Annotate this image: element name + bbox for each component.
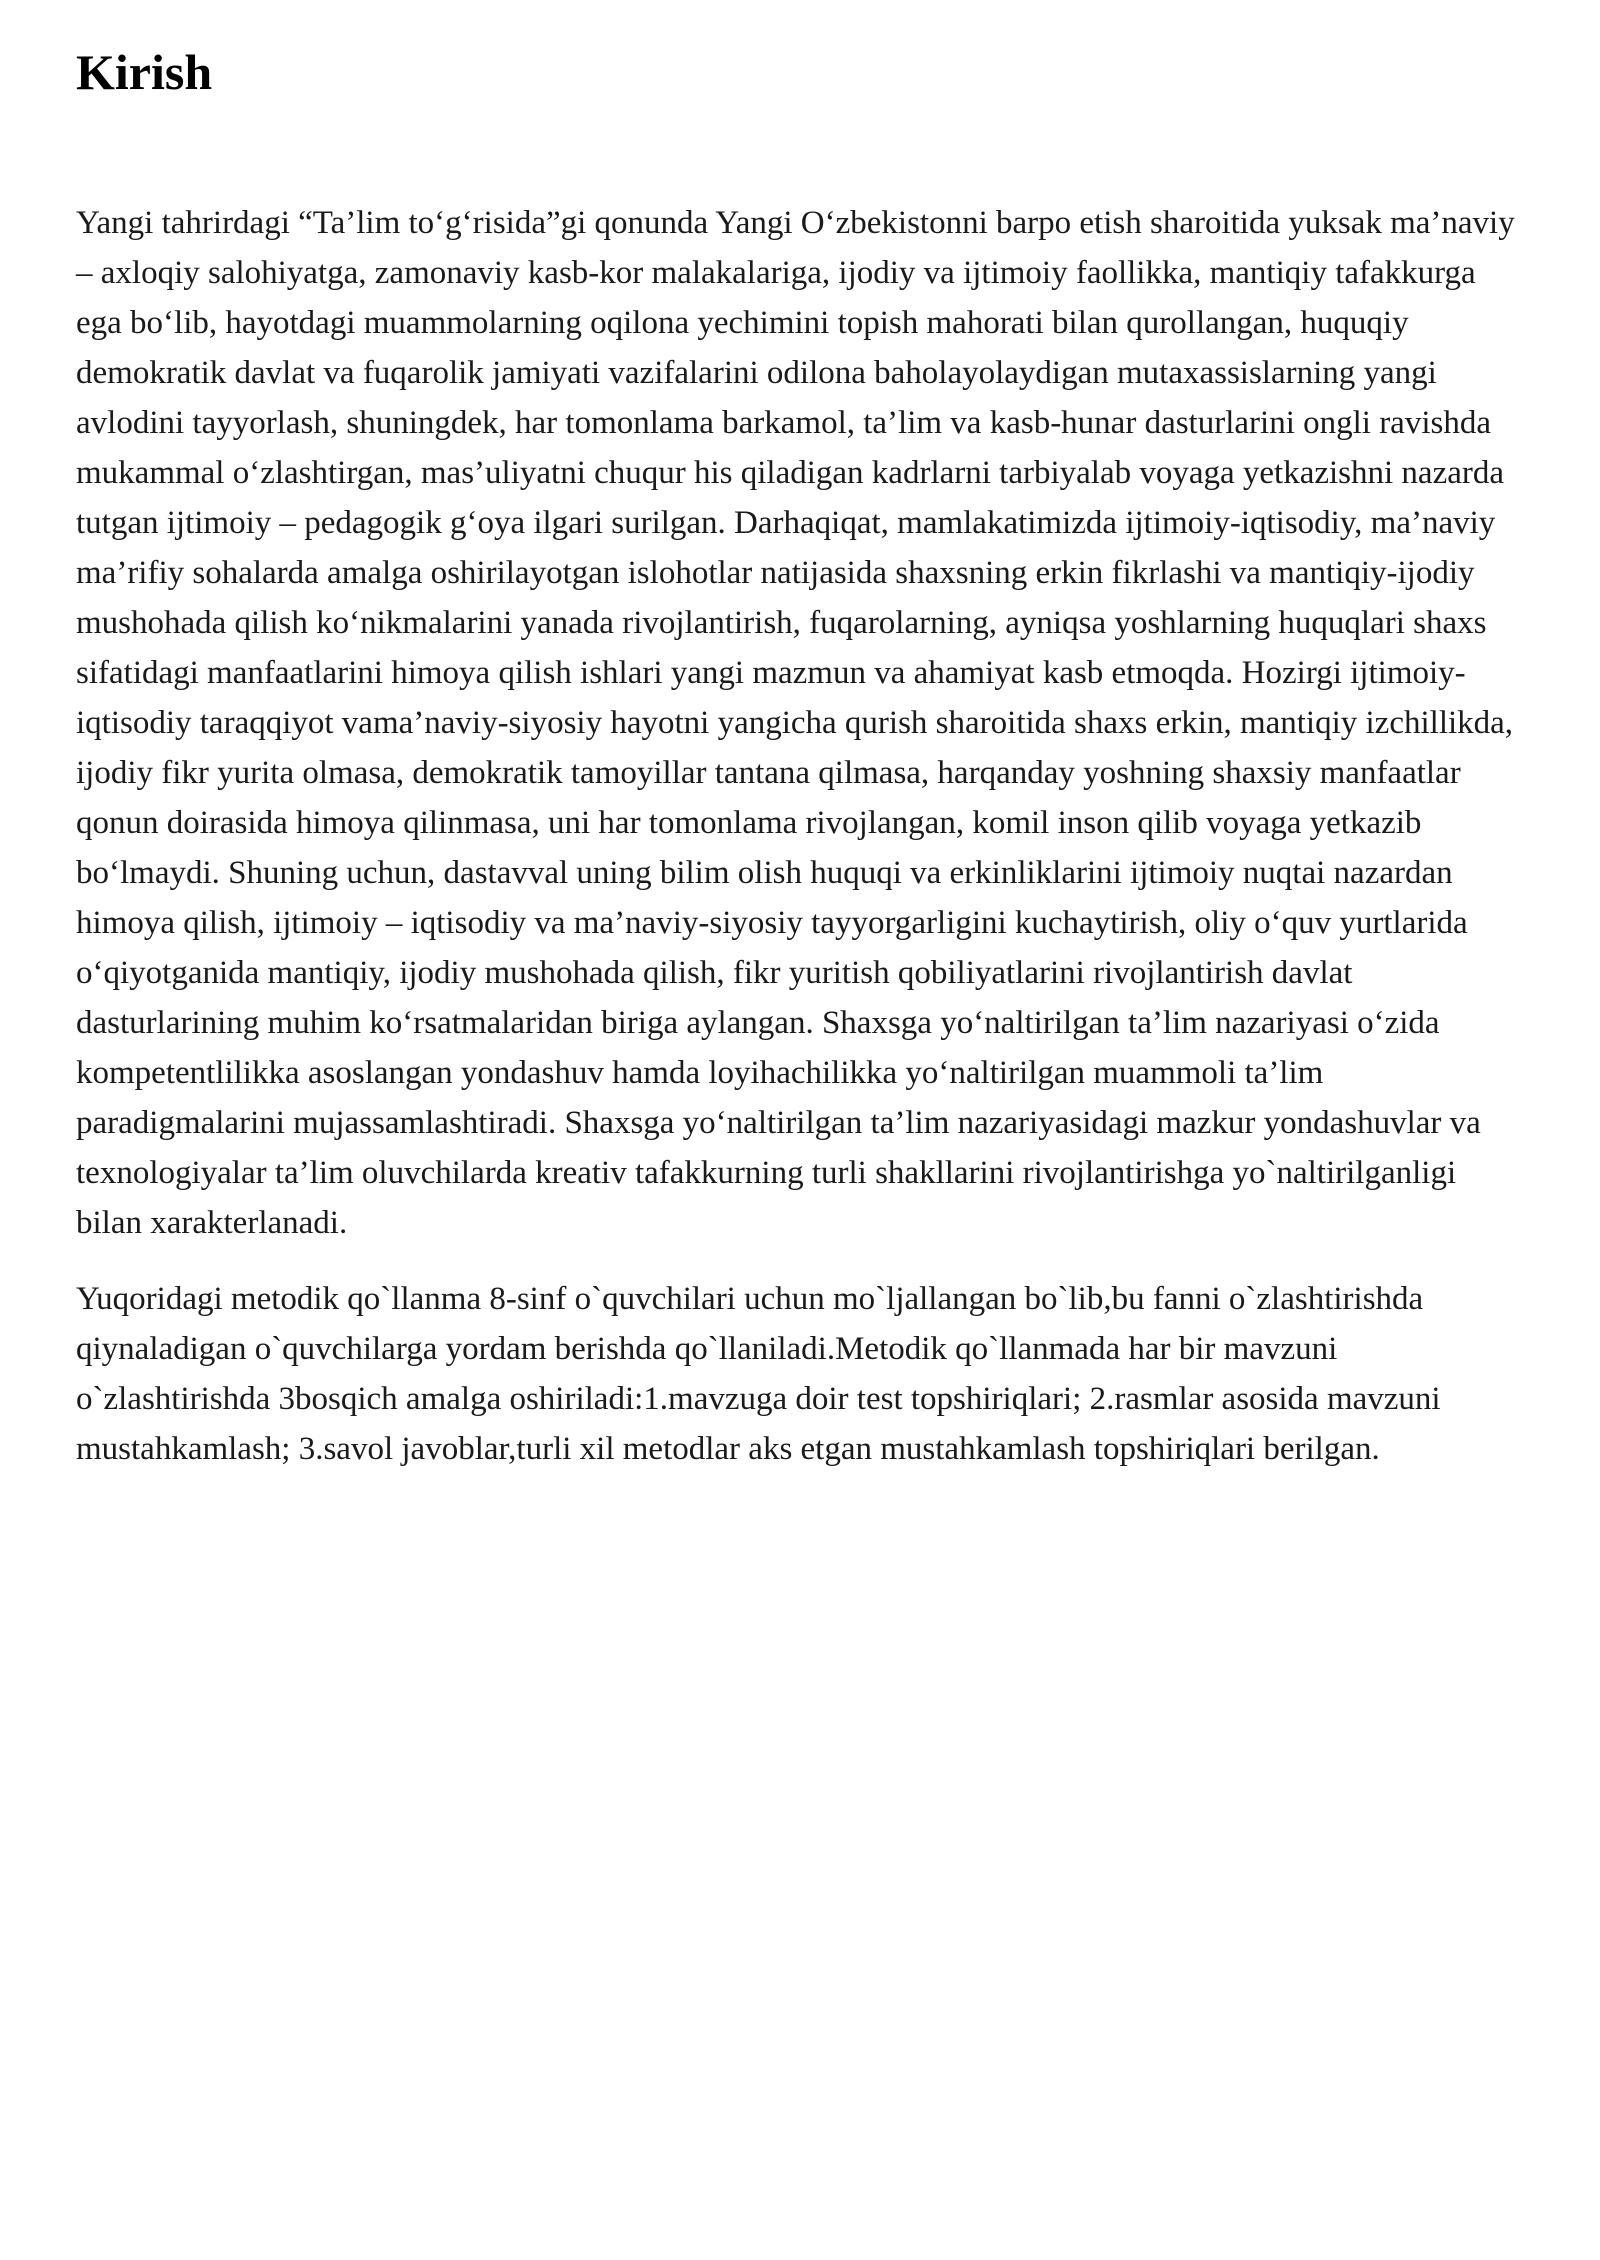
intro-paragraph: Yangi tahrirdagi “Ta’lim to‘g‘risida”gi qonunda Yangi O‘zbekistonni barpo etish sharoitida yuksak ma’naviy – axloqiy salohiyatga, zamonaviy kasb-kor malakalariga, ijodiy va ijtimoiy faollikka, mantiqiy tafakkurga ega bo‘lib, hayotdagi muammolarning oqilona yechimini topish mahorati bilan qurollangan, huquqiy demokratik davlat va fuqarolik jamiyati vazifalarini odilona baholayolaydigan mutaxassislarning yangi avlodini tayyorlash, shuningdek, har tomonlama barkamol, ta’lim va kasb-hunar dasturlarini ongli ravishda mukammal o‘zlashtirgan, mas’uliyatni chuqur his qiladigan kadrlarni tarbiyalab voyaga yetkazishni nazarda tutgan ijtimoiy – pedagogik g‘oya ilgari surilgan. Darhaqiqat, mamlakatimizda ijtimoiy-iqtisodiy, ma’naviy ma’rifiy sohalarda amalga oshirilayotgan islohotlar natijasida shaxsning erkin fikrlashi va mantiqiy-ijodiy mushohada qilish ko‘nikmalarini yanada rivojlantirish, fuqarolarning, ayniqsa yoshlarning huquqlari shaxs sifatidagi manfaatlarini himoya qilish ishlari yangi mazmun va ahamiyat kasb etmoqda. Hozirgi ijtimoiy-iqtisodiy taraqqiyot vama’naviy-siyosiy hayotni yangicha qurish sharoitida shaxs erkin, mantiqiy izchillikda, ijodiy fikr yurita olmasa, demokratik tamoyillar tantana qilmasa, harqanday yoshning shaxsiy manfaatlar qonun doirasida himoya qilinmasa, uni har tomonlama rivojlangan, komil inson qilib voyaga yetkazib bo‘lmaydi. Shuning uchun, dastavval uning bilim olish huquqi va erkinliklarini ijtimoiy nuqtai nazardan himoya qilish, ijtimoiy – iqtisodiy va ma’naviy-siyosiy tayyorgarligini kuchaytirish, oliy o‘quv yurtlarida o‘qiyotganida mantiqiy, ijodiy mushohada qilish, fikr yuritish qobiliyatlarini rivojlantirish davlat dasturlarining muhim ko‘rsatmalaridan biriga aylangan. Shaxsga yo‘naltirilgan ta’lim nazariyasi o‘zida kompetentlilikka asoslangan yondashuv hamda loyihachilikka yo‘naltirilgan muammoli ta’lim paradigmalarini mujassamlashtiradi. Shaxsga yo‘naltirilgan ta’lim nazariyasidagi mazkur yondashuvlar va texnologiyalar ta’lim oluvchilarda kreativ tafakkurning turli shakllarini rivojlantirishga yo`naltirilganligi bilan xarakterlanadi. <box>76 205 1515 1241</box>
page-title: Kirish <box>76 44 213 100</box>
document-body <box>76 198 1528 1500</box>
methodology-paragraph: Yuqoridagi metodik qo`llanma 8-sinf o`quvchilari uchun mo`ljallangan bo`lib,bu fanni o`zlashtirishda qiynaladigan o`quvchilarga yordam berishda qo`llaniladi.Metodik qo`llanmada har bir mavzuni o`zlashtirishda 3bosqich amalga oshiriladi:1.mavzuga doir test topshiriqlari; 2.rasmlar asosida mavzuni mustahkamlash; 3.savol javoblar,turli xil metodlar aks etgan mustahkamlash topshiriqlari berilgan. <box>76 1281 1441 1467</box>
